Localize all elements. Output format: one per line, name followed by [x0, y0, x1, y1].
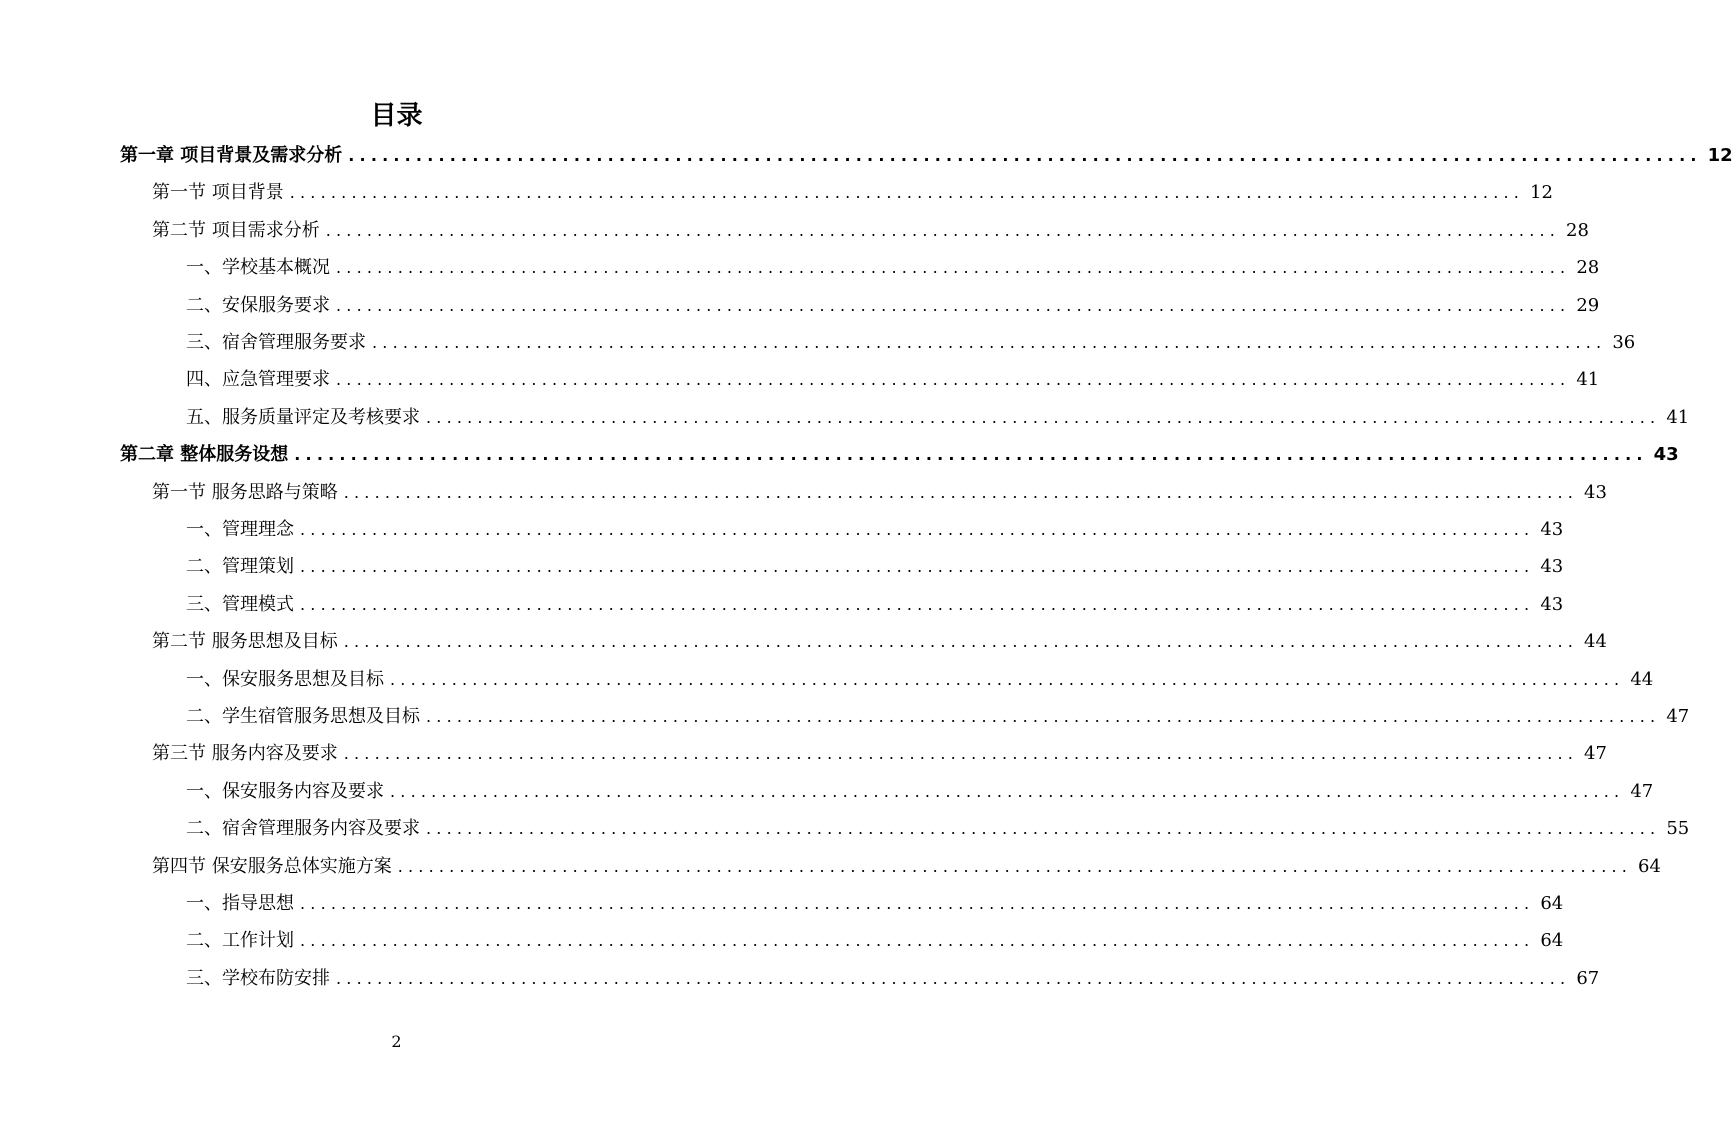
- toc-entry-page-number: 36: [1612, 332, 1636, 353]
- dot-leader: ........................................................................................................................: [300, 557, 1535, 577]
- toc-entry-page-number: 43: [1584, 481, 1607, 503]
- toc-item-entry[interactable]: [186, 287, 1600, 324]
- dot-leader: ........................................................................................................................: [426, 407, 1661, 427]
- toc-item-entry[interactable]: [186, 548, 1564, 585]
- dot-leader: ........................................................................................................................: [348, 146, 1702, 165]
- toc-entry-page-number: 43: [1540, 593, 1564, 615]
- toc-entry-page-number: 12: [1707, 145, 1733, 166]
- toc-entry-label: 四、应急管理要求: [186, 369, 330, 391]
- toc-entry-label: 第三节 服务内容及要求: [152, 743, 338, 765]
- toc-section-entry[interactable]: [152, 212, 1589, 249]
- dot-leader: ........................................................................................................................: [343, 632, 1579, 652]
- dot-leader: ........................................................................................................................: [426, 819, 1661, 839]
- toc-entry-label: 第四节 保安服务总体实施方案: [152, 855, 392, 877]
- toc-item-entry[interactable]: [186, 324, 1636, 361]
- toc-item-entry[interactable]: [186, 698, 1690, 735]
- toc-entry-label: 二、工作计划: [186, 930, 294, 952]
- toc-item-entry[interactable]: [186, 249, 1600, 286]
- toc-entry-label: 三、宿舍管理服务要求: [186, 332, 366, 353]
- toc-entry-page-number: 28: [1566, 219, 1589, 241]
- dot-leader: ........................................................................................................................: [294, 445, 1648, 465]
- toc-entry-page-number: 43: [1653, 444, 1679, 466]
- toc-entry-label: 二、管理策划: [186, 556, 294, 578]
- toc-entry-page-number: 41: [1576, 369, 1600, 391]
- dot-leader: ........................................................................................................................: [390, 669, 1625, 689]
- toc-entry-page-number: 43: [1540, 556, 1564, 578]
- toc-entry-label: 三、管理模式: [186, 593, 294, 615]
- dot-leader: ........................................................................................................................: [343, 744, 1579, 764]
- toc-entry-page-number: 47: [1666, 706, 1690, 727]
- toc-entry-label: 第二章 整体服务设想: [120, 444, 289, 466]
- toc-entry-page-number: 12: [1530, 182, 1553, 204]
- dot-leader: ........................................................................................................................: [372, 333, 1607, 352]
- toc-entry-page-number: 44: [1584, 631, 1607, 653]
- toc-entry-label: 第二节 服务思想及目标: [152, 631, 338, 653]
- toc-chapter-entry[interactable]: [120, 436, 1679, 473]
- toc-entry-page-number: 47: [1584, 743, 1607, 765]
- toc-item-entry[interactable]: [186, 810, 1690, 847]
- dot-leader: ........................................................................................................................: [397, 856, 1633, 876]
- toc-entry-label: 三、学校布防安排: [186, 967, 330, 989]
- dot-leader: ........................................................................................................................: [336, 258, 1571, 278]
- toc-entry-label: 第一节 服务思路与策略: [152, 481, 338, 503]
- dot-leader: ........................................................................................................................: [390, 781, 1625, 801]
- toc-entry-label: 一、指导思想: [186, 893, 294, 914]
- dot-leader: ........................................................................................................................: [325, 220, 1561, 240]
- toc-entry-label: 第二节 项目需求分析: [152, 219, 320, 241]
- toc-entry-label: 二、宿舍管理服务内容及要求: [186, 818, 420, 840]
- toc-item-entry[interactable]: [186, 399, 1690, 436]
- toc-item-entry[interactable]: [186, 885, 1564, 922]
- dot-leader: ........................................................................................................................: [343, 482, 1579, 502]
- toc-section-entry[interactable]: [152, 174, 1553, 211]
- dot-leader: ........................................................................................................................: [289, 183, 1525, 203]
- page-number: 2: [391, 1032, 402, 1051]
- toc-entry-label: 一、管理理念: [186, 519, 294, 540]
- toc-entry-page-number: 44: [1630, 668, 1654, 690]
- toc-entry-page-number: 41: [1666, 406, 1690, 428]
- toc-item-entry[interactable]: [186, 773, 1654, 810]
- dot-leader: ........................................................................................................................: [426, 707, 1661, 726]
- dot-leader: ........................................................................................................................: [300, 931, 1535, 951]
- toc-section-entry[interactable]: [152, 623, 1607, 660]
- toc-entry-label: 第一章 项目背景及需求分析: [120, 145, 343, 166]
- dot-leader: ........................................................................................................................: [300, 594, 1535, 614]
- toc-item-entry[interactable]: [186, 960, 1600, 997]
- toc-entry-page-number: 64: [1638, 855, 1661, 877]
- toc-item-entry[interactable]: [186, 511, 1564, 548]
- page-title: 目录: [370, 101, 423, 131]
- toc-item-entry[interactable]: [186, 586, 1564, 623]
- toc-entry-label: 五、服务质量评定及考核要求: [186, 406, 420, 428]
- toc-item-entry[interactable]: [186, 361, 1600, 398]
- toc-entry-page-number: 67: [1576, 967, 1600, 989]
- toc-entry-label: 第一节 项目背景: [152, 182, 284, 204]
- toc-section-entry[interactable]: [152, 848, 1661, 885]
- toc-chapter-entry[interactable]: [120, 137, 1733, 174]
- dot-leader: ........................................................................................................................: [300, 894, 1535, 913]
- toc-item-entry[interactable]: [186, 922, 1564, 959]
- toc-entry-page-number: 29: [1576, 294, 1600, 316]
- toc-section-entry[interactable]: [152, 735, 1607, 772]
- toc-section-entry[interactable]: [152, 474, 1607, 511]
- toc-entry-page-number: 28: [1576, 257, 1600, 279]
- toc-entry-page-number: 43: [1540, 519, 1564, 540]
- dot-leader: ........................................................................................................................: [336, 295, 1571, 315]
- dot-leader: ........................................................................................................................: [300, 520, 1535, 539]
- toc-entry-label: 二、学生宿管服务思想及目标: [186, 706, 420, 727]
- toc-entry-page-number: 47: [1630, 780, 1654, 802]
- toc-entry-label: 一、学校基本概况: [186, 257, 330, 279]
- toc-entry-page-number: 64: [1540, 893, 1564, 914]
- dot-leader: ........................................................................................................................: [336, 968, 1571, 988]
- toc-entry-label: 一、保安服务思想及目标: [186, 668, 384, 690]
- toc-entry-page-number: 55: [1666, 818, 1690, 840]
- toc-entry-label: 一、保安服务内容及要求: [186, 780, 384, 802]
- dot-leader: ........................................................................................................................: [336, 370, 1571, 390]
- toc-entry-label: 二、安保服务要求: [186, 294, 330, 316]
- toc-entry-page-number: 64: [1540, 930, 1564, 952]
- toc-item-entry[interactable]: [186, 661, 1654, 698]
